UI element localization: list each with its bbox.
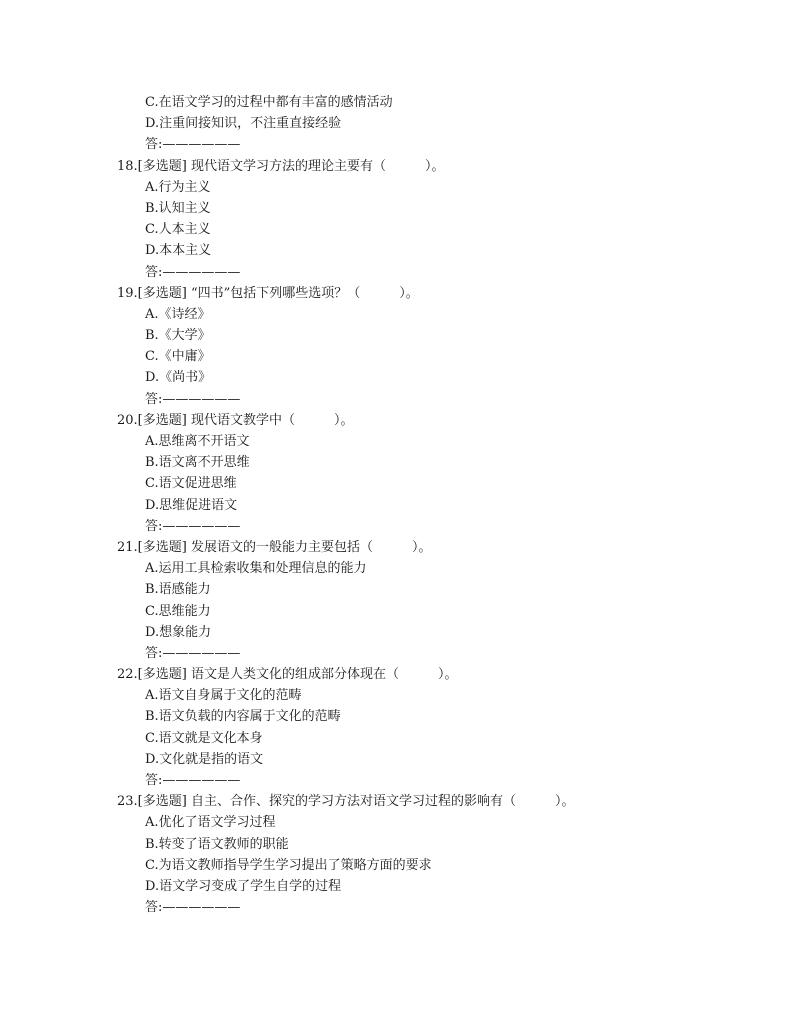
question-stem: 18.[多选题] 现代语文学习方法的理论主要有（ ）。 xyxy=(117,158,445,174)
option-line: B.语感能力 xyxy=(145,582,211,598)
option-line: C.语文就是文化本身 xyxy=(145,730,263,746)
answer-blank: 答:—————— xyxy=(145,391,241,407)
option-line: C.为语文教师指导学生学习提出了策略方面的要求 xyxy=(145,857,432,873)
question-stem: 23.[多选题] 自主、合作、探究的学习方法对语文学习过程的影响有（ ）。 xyxy=(117,794,575,810)
option-line: D.本本主义 xyxy=(145,243,212,259)
option-line: D.思维促进语文 xyxy=(145,497,238,513)
answer-blank: 答:—————— xyxy=(145,137,241,153)
option-line: D.想象能力 xyxy=(145,624,212,640)
document-page xyxy=(0,92,792,918)
answer-blank: 答:—————— xyxy=(145,645,241,661)
option-line: B.语文负载的内容属于文化的范畴 xyxy=(145,709,341,725)
option-line: C.语文促进思维 xyxy=(145,476,237,492)
option-line: C.在语文学习的过程中都有丰富的感情活动 xyxy=(145,95,393,110)
question-block xyxy=(0,283,792,410)
option-line: B.转变了语文教师的职能 xyxy=(145,836,289,852)
option-line: D.语文学习变成了学生自学的过程 xyxy=(145,878,342,894)
option-line: B.认知主义 xyxy=(145,200,211,216)
question-stem: 19.[多选题] “四书”包括下列哪些选项？（ ）。 xyxy=(117,285,419,301)
option-line: A.行为主义 xyxy=(145,179,211,195)
option-line: D.《尚书》 xyxy=(145,370,212,386)
option-line: A.《诗经》 xyxy=(145,306,211,322)
question-stem: 20.[多选题] 现代语文教学中（ ）。 xyxy=(117,412,354,428)
question-block xyxy=(0,410,792,537)
question-stem: 22.[多选题] 语文是人类文化的组成部分体现在（ ）。 xyxy=(117,667,458,683)
option-line: B.语文离不开思维 xyxy=(145,455,250,471)
option-line: A.语文自身属于文化的范畴 xyxy=(145,688,302,704)
question-block xyxy=(0,791,792,918)
option-line: D.注重间接知识，不注重直接经验 xyxy=(145,116,342,132)
answer-blank: 答:—————— xyxy=(145,264,241,280)
option-line: A.运用工具检索收集和处理信息的能力 xyxy=(145,561,367,577)
answer-blank: 答:—————— xyxy=(145,518,241,534)
option-line: C.人本主义 xyxy=(145,222,211,238)
question-block xyxy=(0,537,792,664)
question-block xyxy=(0,664,792,791)
answer-blank: 答:—————— xyxy=(145,773,241,788)
answer-blank: 答:—————— xyxy=(145,900,241,916)
question-block xyxy=(0,156,792,283)
option-line: C.思维能力 xyxy=(145,603,211,619)
option-line: A.优化了语文学习过程 xyxy=(145,815,276,831)
question-stem: 21.[多选题] 发展语文的一般能力主要包括（ ）。 xyxy=(117,539,432,555)
option-line: B.《大学》 xyxy=(145,328,211,344)
option-line: C.《中庸》 xyxy=(145,349,211,365)
option-line: A.思维离不开语文 xyxy=(145,434,250,449)
option-line: D.文化就是指的语文 xyxy=(145,751,264,767)
